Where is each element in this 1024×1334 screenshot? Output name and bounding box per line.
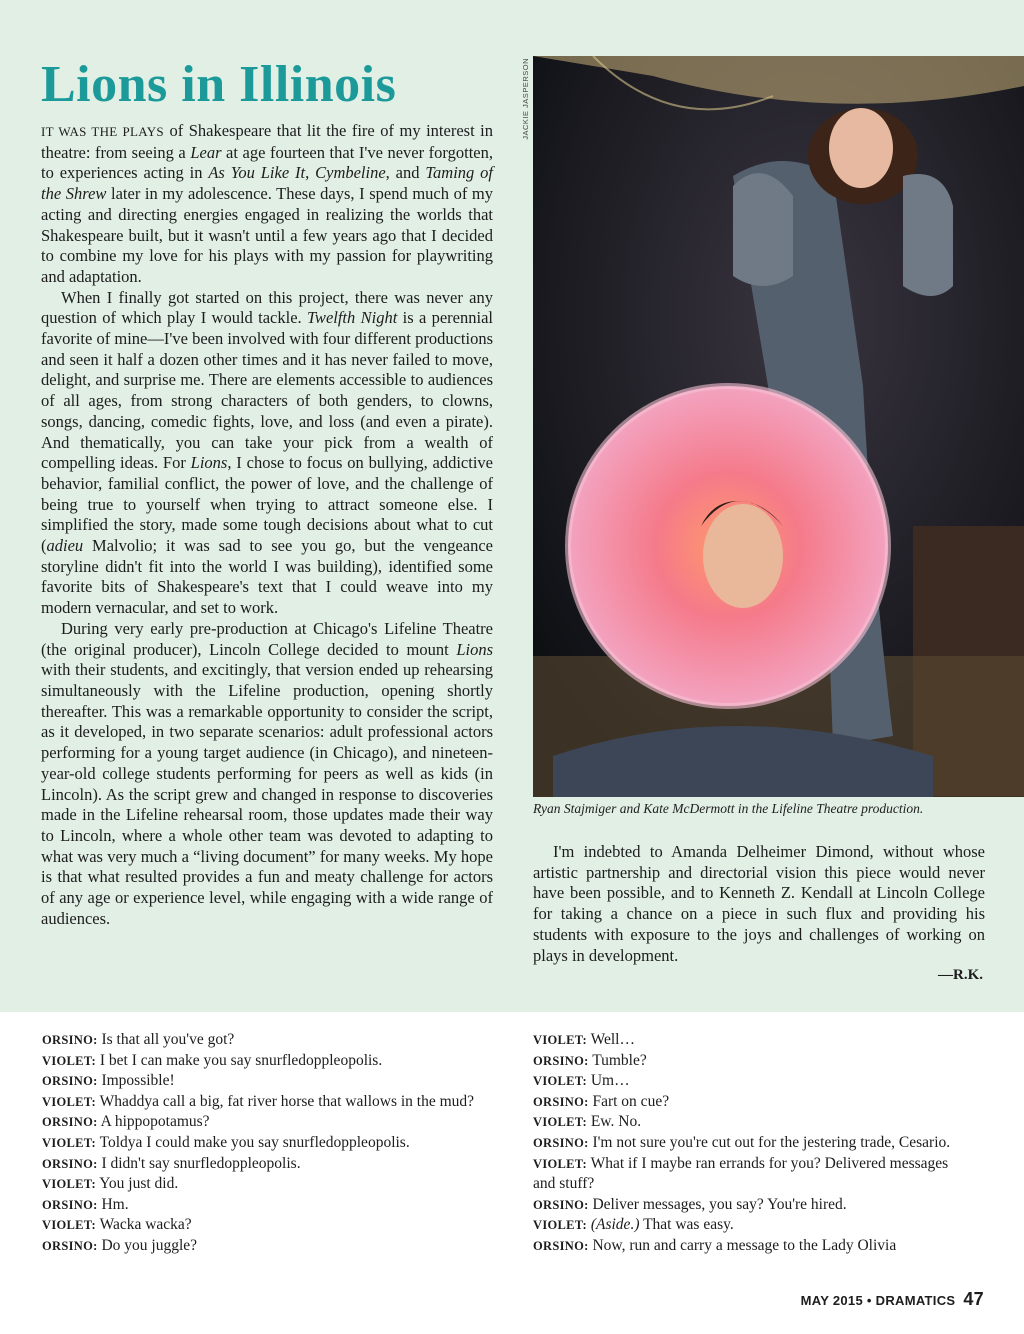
speaker: ORSINO: <box>533 1135 589 1150</box>
speaker: VIOLET: <box>42 1135 96 1150</box>
script-line: VIOLET: Wacka wacka? <box>42 1216 192 1234</box>
stage-direction: (Aside.) <box>590 1216 640 1234</box>
speaker: VIOLET: <box>533 1033 587 1047</box>
author-signature: —R.K. <box>938 967 983 983</box>
script-line: ORSINO: Deliver messages, you say? You're hired. <box>533 1195 847 1213</box>
script-line: ORSINO: A hippopotamus? <box>42 1113 210 1131</box>
script-line: ORSINO: I'm not sure you're cut out for the jestering trade, Cesario. <box>533 1133 951 1151</box>
photo-credit: JACKIE JASPERSON <box>521 58 530 140</box>
script-line: VIOLET: Um… <box>533 1072 630 1090</box>
script-line: VIOLET: I bet I can make you say snurfledoppleopolis. <box>42 1051 383 1069</box>
speaker: ORSINO: <box>42 1197 98 1212</box>
page-number: 47 <box>963 1289 984 1309</box>
script-line: ORSINO: Now, run and carry a message to the Lady Olivia <box>533 1236 897 1254</box>
speaker: ORSINO: <box>42 1033 98 1047</box>
script-excerpt-right <box>533 1030 973 1257</box>
speaker: ORSINO: <box>533 1197 589 1212</box>
script-line: ORSINO: Do you juggle? <box>42 1236 198 1254</box>
photo-caption: Ryan Stajmiger and Kate McDermott in the Lifeline Theatre production. <box>533 801 924 816</box>
speaker: ORSINO: <box>42 1238 98 1253</box>
script-line: VIOLET: Toldya I could make you say snurfledoppleopolis. <box>42 1133 410 1151</box>
speaker: VIOLET: <box>533 1156 587 1171</box>
speaker: ORSINO: <box>533 1238 589 1253</box>
script-line: ORSINO: Is that all you've got? <box>42 1031 235 1048</box>
speaker: ORSINO: <box>533 1053 589 1068</box>
play-title: Taming of the Shrew <box>41 163 493 204</box>
play-title: Lions <box>456 639 493 659</box>
speaker: VIOLET: <box>42 1053 96 1068</box>
speaker: ORSINO: <box>533 1094 589 1109</box>
play-title: As You Like It <box>208 163 306 183</box>
paragraph-3: During very early pre-production at Chicago's Lifeline Theatre (the original producer), Lincoln College decided to mount Lions with their students, and excitingly, that version ended up rehearsing simultaneously with the Lifeline production, opening shortly thereafter. This was a remarkable opportunity to consider the script, as it developed, in two separate scenarios: adult professional actors performing for a young target audience (in Chicago), and nineteen-year-old college students performing for peers as well as kids (in Lincoln). As the script grew and changed in response to discoveries made in the Lifeline rehearsal room, those updates made their way to Lincoln, where a whole other team was devoted to adapting to what was very much a “living document” for many weeks. My hope is that what resulted provides a fun and meaty challenge for actors of any age or experience level, while engaging with a wide range of audiences. <box>41 618 493 928</box>
script-line: VIOLET: Well… <box>533 1031 635 1048</box>
speaker: ORSINO: <box>42 1156 98 1171</box>
speaker: ORSINO: <box>42 1074 98 1089</box>
play-title: Cymbeline <box>315 163 386 183</box>
script-line: ORSINO: Impossible! <box>42 1072 175 1090</box>
script-excerpt-left <box>42 1030 482 1257</box>
speaker: VIOLET: <box>533 1115 587 1130</box>
script-line: VIOLET: You just did. <box>42 1175 179 1193</box>
speaker: VIOLET: <box>42 1218 96 1233</box>
speaker: ORSINO: <box>42 1115 98 1130</box>
lead-in: IT WAS THE PLAYS <box>41 124 164 139</box>
paragraph-2: When I finally got started on this project, there was never any question of which play I would tackle. Twelfth Night is a perennial favorite of mine—I've been involved with four different productions and seen it half a dozen other times and it has never failed to move, delight, and surprise me. There are elements accessible to audiences of all ages, from strong characters of both genders, to clowns, songs, dancing, comedic fights, love, and loss (and even a pirate). And thematically, you can take your pick from a wealth of compelling ideas. For Lions, I chose to focus on bullying, addictive behavior, familial conflict, the power of love, and the challenge of being true to yourself when trying to attract someone else. I simplified the story, made some tough decisions about what to cut (adieu Malvolio; it was sad to see you go, but the vengeance storyline didn't fit into the world I was building), identified some favorite bits of Shakespeare's text that I could weave into my modern vernacular, and set to work. <box>41 287 493 618</box>
article-title: Lions in Illinois <box>41 56 397 113</box>
article-body <box>41 121 493 929</box>
page-footer <box>801 1289 984 1310</box>
script-line: ORSINO: I didn't say snurfledoppleopolis. <box>42 1154 301 1172</box>
script-line: ORSINO: Fart on cue? <box>533 1092 670 1110</box>
issue-label: MAY 2015 • DRAMATICS <box>800 1293 956 1308</box>
speaker: VIOLET: <box>42 1094 96 1109</box>
speaker: VIOLET: <box>533 1218 587 1233</box>
speaker: VIOLET: <box>42 1177 96 1192</box>
acknowledgement: I'm indebted to Amanda Delheimer Dimond, without whose artistic partnership and directorial vision this piece would never have been possible, and to Kenneth Z. Kendall at Lincoln College for taking a chance on a piece in such flux and providing his students with exposure to the joys and challenges of working on plays in development. <box>533 842 985 965</box>
script-line: ORSINO: Hm. <box>42 1195 129 1213</box>
script-line: VIOLET: Whaddya call a big, fat river horse that wallows in the mud? <box>42 1092 475 1110</box>
play-title: Twelfth Night <box>306 308 398 328</box>
script-line: VIOLET: (Aside.) That was easy. <box>533 1216 734 1234</box>
play-title: Lear <box>190 142 222 162</box>
script-line: VIOLET: Ew. No. <box>533 1113 642 1131</box>
production-photo-illustration <box>533 56 1024 797</box>
play-title: Lions <box>190 453 228 473</box>
script-line: ORSINO: Tumble? <box>533 1051 647 1069</box>
speaker: VIOLET: <box>533 1074 587 1089</box>
paragraph-1: IT WAS THE PLAYS of Shakespeare that lit the fire of my interest in theatre: from seeing a Lear at age fourteen that I've never forgotten, to experiences acting in As You Like It, Cymbeline, and Taming of the Shrew later in my adolescence. These days, I spend much of my acting and directing energies engaged in realizing the worlds that Shakespeare built, but it wasn't until a few years ago that I decided to combine my love for his plays with my passion for playwriting and adaptation. <box>41 121 494 286</box>
script-line: VIOLET: What if I maybe ran errands for you? Delivered messages and stuff? <box>533 1154 949 1193</box>
production-photo <box>533 56 1024 797</box>
